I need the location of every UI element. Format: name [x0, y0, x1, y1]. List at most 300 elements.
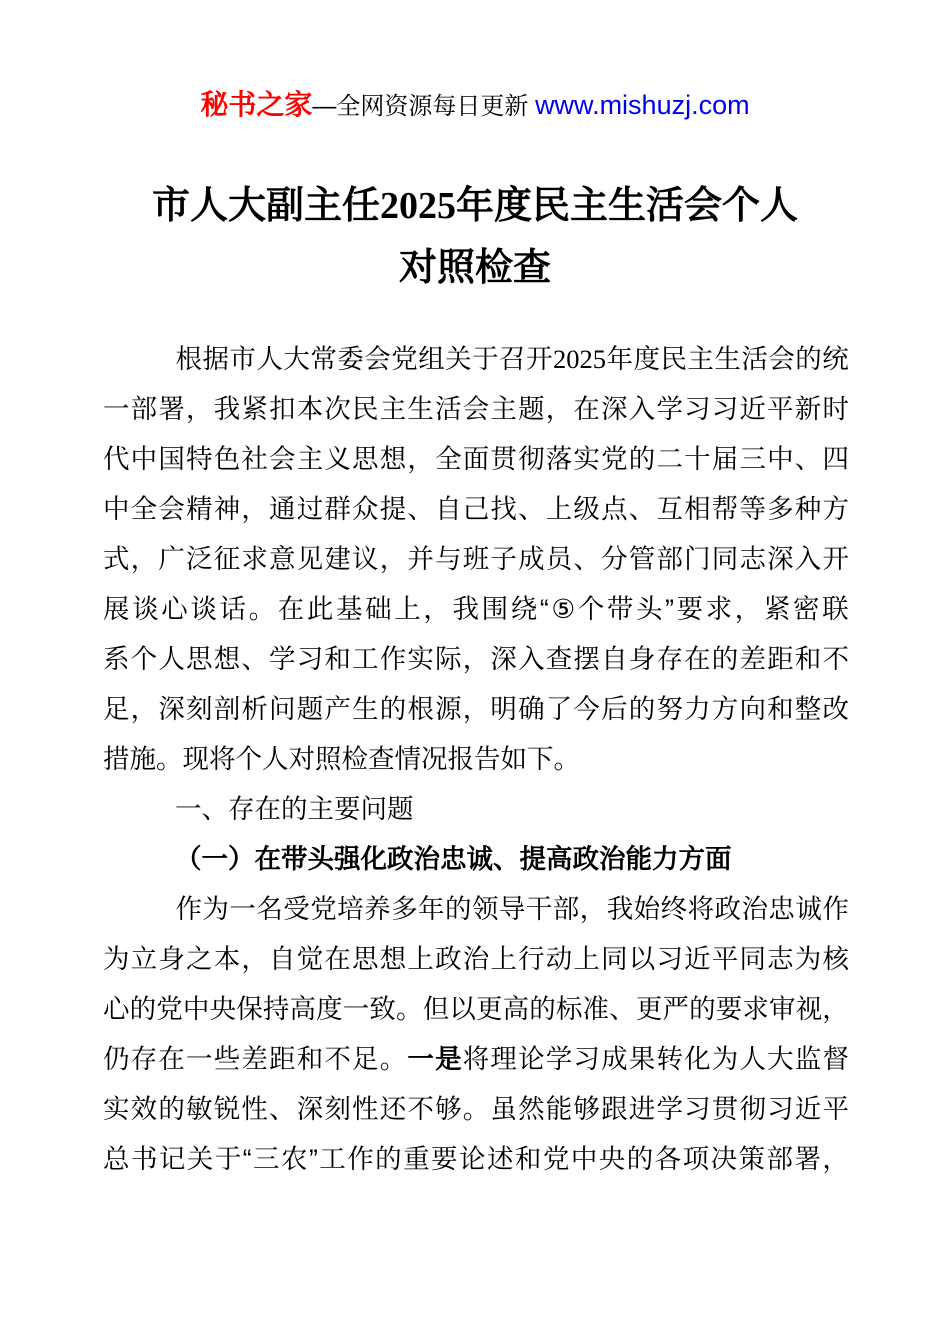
text-char: 的 — [379, 694, 407, 724]
text-char: 够 — [573, 1094, 600, 1124]
text-char: 以 — [628, 944, 656, 974]
text-char: 求 — [705, 594, 733, 624]
text-char: 虽 — [490, 1094, 517, 1124]
text-char: 的 — [628, 694, 656, 724]
text-char: 同 — [739, 944, 766, 974]
text-char: 找 — [490, 494, 517, 524]
text-char: 带 — [606, 594, 634, 624]
text-char: 、 — [269, 1094, 296, 1124]
text-char: 党 — [310, 894, 337, 924]
text-char: 种 — [794, 494, 822, 524]
text-char: 治 — [741, 894, 768, 924]
text-char: 习 — [711, 394, 739, 424]
text-char: 己 — [462, 494, 490, 524]
text-char: 决 — [710, 1144, 738, 1174]
text-char: 监 — [794, 1044, 822, 1074]
text-line — [103, 684, 849, 734]
text-char: 保 — [236, 994, 263, 1024]
text-segment: 一、存在的主要问题 — [175, 794, 414, 824]
text-char: 的 — [689, 994, 716, 1024]
text-char: 开 — [526, 344, 553, 374]
text-char: 作 — [347, 1144, 374, 1174]
text-char: 大 — [767, 1044, 794, 1074]
text-line — [103, 584, 849, 634]
text-char: 还 — [379, 1094, 407, 1124]
text-char: 国 — [158, 444, 185, 474]
text-char: 标 — [555, 994, 583, 1024]
document-title — [0, 175, 950, 299]
text-char: 深 — [767, 544, 794, 574]
text-char: 自 — [601, 644, 628, 674]
text-char: ， — [186, 394, 213, 424]
text-char: 作 — [379, 644, 407, 674]
text-line — [103, 534, 849, 584]
text-char: 开 — [822, 544, 849, 574]
text-char: 存 — [130, 1044, 158, 1074]
text-char: 深 — [158, 694, 185, 724]
text-char: 分 — [601, 544, 628, 574]
text-line — [103, 1134, 849, 1184]
text-line — [103, 984, 849, 1034]
text-char: 锐 — [213, 1094, 241, 1124]
text-char: 的 — [375, 1144, 402, 1174]
text-char: 向 — [739, 694, 766, 724]
text-char: 在 — [684, 644, 711, 674]
text-char: 的 — [626, 1144, 654, 1174]
text-char: 色 — [213, 444, 241, 474]
text-char: 人 — [158, 644, 185, 674]
text-char: 自 — [435, 494, 462, 524]
text-char: 多 — [391, 894, 418, 924]
text-char: 跟 — [601, 1094, 628, 1124]
text-char: 央 — [598, 1144, 626, 1174]
text-char: 高 — [289, 994, 316, 1024]
text-char: 学 — [656, 394, 683, 424]
text-char: 、 — [518, 494, 545, 524]
text-char: 度 — [316, 994, 343, 1024]
text-char: 治 — [462, 944, 490, 974]
text-char: 产 — [324, 694, 351, 724]
text-char: 中 — [182, 994, 210, 1024]
text-char: 贯 — [711, 1094, 739, 1124]
text-char: 过 — [296, 494, 324, 524]
text-char: 主 — [296, 444, 324, 474]
text-char: 新 — [794, 394, 822, 424]
text-char: 的 — [129, 994, 157, 1024]
text-char: 工 — [352, 644, 379, 674]
text-char: 扣 — [269, 394, 296, 424]
text-char: 和 — [794, 644, 822, 674]
text-char: 会 — [364, 344, 391, 374]
text-char: 部 — [766, 1144, 793, 1174]
text-char: 帮 — [711, 494, 739, 524]
text-char: 一 — [342, 994, 370, 1024]
text-char: 以 — [449, 994, 476, 1024]
text-char: 诚 — [795, 894, 822, 924]
text-line — [103, 934, 849, 984]
text-char: 个 — [130, 644, 158, 674]
text-char: 准 — [582, 994, 610, 1024]
text-char: 管 — [628, 544, 656, 574]
text-char: 立 — [130, 944, 158, 974]
text-char: 根 — [407, 694, 434, 724]
text-line — [103, 484, 849, 534]
text-char: 同 — [601, 944, 628, 974]
text-char: 敏 — [186, 1094, 213, 1124]
document-body — [103, 334, 849, 1184]
text-char: 上 — [490, 944, 517, 974]
text-char: 精 — [186, 494, 213, 524]
text-char: 求 — [742, 994, 769, 1024]
text-char: 紧 — [763, 594, 791, 624]
text-char: 持 — [262, 994, 290, 1024]
text-char: 仍 — [103, 1044, 130, 1074]
text-char: 广 — [158, 544, 185, 574]
text-char: 论 — [518, 1044, 545, 1074]
text-char: 神 — [213, 494, 241, 524]
text-char: 民 — [660, 344, 687, 374]
text-char: 摆 — [573, 644, 600, 674]
text-segment: 2025 — [553, 344, 607, 374]
text-char: 生 — [714, 344, 741, 374]
text-line — [103, 734, 849, 784]
text-char: 人 — [739, 1044, 766, 1074]
text-char: 策 — [738, 1144, 766, 1174]
text-char: 党 — [601, 444, 628, 474]
text-char: 上 — [407, 944, 434, 974]
text-char: 中 — [103, 494, 130, 524]
text-char: 员 — [545, 544, 573, 574]
text-char: 存 — [656, 644, 683, 674]
text-char: 刻 — [324, 1094, 351, 1124]
text-char: 相 — [684, 494, 711, 524]
text-char: 觉 — [296, 944, 324, 974]
text-char: 终 — [660, 894, 688, 924]
text-char: 。 — [379, 1044, 407, 1074]
text-char: 民 — [352, 394, 379, 424]
text-char: 力 — [684, 694, 711, 724]
text-char: 我 — [213, 394, 241, 424]
text-char: ， — [822, 1144, 849, 1174]
text-char: 学 — [269, 644, 296, 674]
text-char: 式 — [103, 544, 130, 574]
text-char: 学 — [656, 1094, 683, 1124]
text-char: 本 — [296, 394, 324, 424]
text-char: 之 — [186, 944, 213, 974]
text-line — [103, 434, 849, 484]
text-char: 、 — [241, 644, 268, 674]
text-char: 谈 — [190, 594, 217, 624]
text-char: 彻 — [518, 444, 545, 474]
text-char: 会 — [768, 344, 795, 374]
site-url-link[interactable]: www.mishuzj.com — [535, 90, 750, 120]
text-char: 年 — [418, 894, 445, 924]
text-char: 的 — [529, 994, 556, 1024]
text-char: 些 — [213, 1044, 241, 1074]
text-char: 想 — [379, 444, 407, 474]
text-char: 生 — [352, 694, 379, 724]
text-char: 党 — [156, 994, 183, 1024]
text-char: 特 — [186, 444, 213, 474]
text-char: 部 — [552, 894, 580, 924]
text-char: 实 — [573, 444, 600, 474]
text-char: 理 — [490, 1044, 517, 1074]
text-char: 召 — [499, 344, 526, 374]
text-segment: 措施。现将个人对照检查情况报告如下。 — [103, 744, 580, 774]
text-char: 话 — [219, 594, 246, 624]
text-char: 组 — [418, 344, 445, 374]
text-char: 将 — [462, 1044, 490, 1074]
text-char: 求 — [241, 544, 268, 574]
text-char: 密 — [793, 594, 820, 624]
text-char: ， — [462, 694, 490, 724]
text-char: 领 — [471, 894, 499, 924]
text-char: 面 — [462, 444, 490, 474]
text-char: 不 — [822, 644, 849, 674]
text-char: 差 — [241, 1044, 268, 1074]
text-char: 够 — [435, 1094, 462, 1124]
text-char: 的 — [628, 444, 656, 474]
text-char: 头 — [635, 594, 663, 624]
text-char: “ — [242, 1144, 252, 1174]
text-char: 主 — [687, 344, 714, 374]
text-char: 成 — [601, 1044, 628, 1074]
text-char: ” — [308, 1144, 318, 1174]
text-char: 关 — [186, 1144, 214, 1174]
text-line — [103, 1084, 849, 1134]
text-char: 工 — [319, 1144, 346, 1174]
text-char: 此 — [306, 594, 334, 624]
text-char: 的 — [444, 894, 472, 924]
text-char: 干 — [525, 894, 553, 924]
text-char: 部 — [656, 544, 683, 574]
text-char: 全 — [435, 444, 462, 474]
text-char: 为 — [794, 944, 822, 974]
text-char: 委 — [337, 344, 364, 374]
text-char: 方 — [822, 494, 849, 524]
text-char: 思 — [352, 944, 379, 974]
text-char: 建 — [324, 544, 351, 574]
text-char: 志 — [739, 544, 766, 574]
text-char: 等 — [739, 494, 766, 524]
text-char: 会 — [158, 494, 185, 524]
text-char: 上 — [394, 594, 421, 624]
text-char: 于 — [472, 344, 499, 374]
text-char: 一 — [103, 394, 130, 424]
text-char: 议 — [352, 544, 379, 574]
text-char: 年 — [606, 344, 633, 374]
text-char: ， — [130, 544, 158, 574]
text-char: ， — [822, 994, 849, 1024]
text-char: 书 — [130, 1144, 158, 1174]
text-char: 习 — [684, 394, 711, 424]
text-char: 入 — [628, 394, 656, 424]
site-tagline: —全网资源每日更新 — [312, 93, 536, 120]
text-line — [103, 334, 849, 384]
text-char: 想 — [213, 644, 241, 674]
text-char: 政 — [435, 944, 462, 974]
text-char: 的 — [795, 344, 822, 374]
text-char: 活 — [435, 394, 462, 424]
text-char: 题 — [518, 394, 545, 424]
text-char: 主 — [379, 394, 407, 424]
text-char: 作 — [175, 894, 202, 924]
text-char: 培 — [337, 894, 364, 924]
text-char: 部 — [130, 394, 158, 424]
text-char: 在 — [324, 944, 351, 974]
text-char: 足 — [103, 694, 130, 724]
text-char: 基 — [336, 594, 363, 624]
text-char: 、 — [794, 444, 822, 474]
text-char: 政 — [714, 894, 742, 924]
text-char: 差 — [739, 644, 766, 674]
text-char: 系 — [103, 644, 130, 674]
text-char: 近 — [739, 394, 766, 424]
text-char: 见 — [296, 544, 324, 574]
text-char: 总 — [103, 1144, 130, 1174]
text-char: ， — [462, 644, 490, 674]
text-char: 围 — [481, 594, 509, 624]
text-char: 将 — [687, 894, 715, 924]
text-char: 整 — [794, 694, 822, 724]
text-char: 想 — [379, 944, 407, 974]
text-char: 活 — [741, 344, 768, 374]
text-char: 在 — [573, 394, 600, 424]
text-char: 人 — [256, 344, 283, 374]
text-char: ， — [241, 944, 268, 974]
text-char: 署 — [794, 1144, 821, 1174]
text-char: 统 — [822, 344, 849, 374]
text-char: 署 — [158, 394, 185, 424]
text-char: 刻 — [186, 694, 213, 724]
text-char: 然 — [518, 1094, 545, 1124]
text-char: 忠 — [768, 894, 795, 924]
text-char: 深 — [490, 644, 517, 674]
text-char: 级 — [573, 494, 600, 524]
text-char: 谈 — [132, 594, 159, 624]
text-char: 自 — [269, 944, 296, 974]
text-char: 心 — [161, 594, 188, 624]
text-char: 十 — [684, 444, 711, 474]
text-char: 本 — [213, 944, 241, 974]
text-char: 和 — [296, 1044, 324, 1074]
text-char: 群 — [324, 494, 351, 524]
text-char: 与 — [435, 544, 462, 574]
text-char: 审 — [769, 994, 796, 1024]
text-char: 要 — [715, 994, 743, 1024]
text-char: 效 — [130, 1094, 158, 1124]
text-char: ， — [734, 594, 762, 624]
text-char: 学 — [545, 1044, 573, 1074]
title-segment: 年度民主生活会个人 — [456, 185, 799, 227]
text-char: 门 — [684, 544, 711, 574]
text-char: 我 — [452, 594, 479, 624]
text-char: ⑤ — [551, 594, 576, 624]
text-char: 中 — [570, 1144, 598, 1174]
text-char: 后 — [601, 694, 628, 724]
text-char: 会 — [462, 394, 490, 424]
text-char: 今 — [573, 694, 600, 724]
text-char: 党 — [542, 1144, 570, 1174]
text-char: 题 — [296, 694, 324, 724]
text-char: 近 — [684, 944, 711, 974]
text-char: 实 — [407, 644, 434, 674]
text-char: 改 — [822, 694, 849, 724]
text-char: 思 — [186, 644, 213, 674]
text-char: 常 — [310, 344, 337, 374]
text-line — [103, 634, 849, 684]
text-char: 彻 — [739, 1094, 766, 1124]
text-char: ， — [545, 394, 573, 424]
text-char: 中 — [767, 444, 794, 474]
text-char: 行 — [518, 944, 545, 974]
text-char: 习 — [656, 944, 683, 974]
text-char: 众 — [352, 494, 379, 524]
text-line — [103, 884, 849, 934]
text-char: 距 — [767, 644, 794, 674]
text-char: 绕 — [510, 594, 538, 624]
text-char: 志 — [767, 944, 794, 974]
text-char: ， — [579, 894, 607, 924]
text-char: 二 — [656, 444, 683, 474]
text-char: 重 — [403, 1144, 430, 1174]
text-char: 关 — [445, 344, 472, 374]
text-char: ” — [665, 594, 674, 624]
text-char: 平 — [711, 944, 739, 974]
text-char: 督 — [822, 1044, 849, 1074]
text-char: 主 — [490, 394, 517, 424]
text-char: 的 — [711, 644, 739, 674]
title-line — [0, 175, 950, 237]
text-char: 足 — [352, 1044, 379, 1074]
text-char: 养 — [364, 894, 391, 924]
text-char: 近 — [794, 1094, 822, 1124]
text-char: 导 — [498, 894, 526, 924]
text-char: 查 — [545, 644, 573, 674]
text-char: 班 — [462, 544, 490, 574]
text-char: 身 — [158, 944, 185, 974]
text-char: 会 — [269, 444, 296, 474]
text-char: 了 — [545, 694, 573, 724]
text-line — [103, 384, 849, 434]
text-char: 贯 — [490, 444, 517, 474]
text-char: 习 — [684, 1094, 711, 1124]
text-char: 市 — [229, 344, 256, 374]
site-brand: 秘书之家 — [200, 89, 313, 120]
text-char: 际 — [435, 644, 462, 674]
text-char: 党 — [391, 344, 418, 374]
text-char: 上 — [573, 944, 600, 974]
text-char: 各 — [654, 1144, 682, 1174]
text-char: 中 — [130, 444, 158, 474]
text-char: 、 — [573, 544, 600, 574]
text-char: 三 — [739, 444, 766, 474]
text-char: 的 — [158, 1094, 185, 1124]
text-segment: （一）在带头强化政治忠诚、提高政治能力方面 — [175, 844, 732, 874]
text-char: 成 — [518, 544, 545, 574]
text-char: 更 — [635, 994, 663, 1024]
title-segment: 市人大副主任 — [151, 185, 380, 227]
text-char: 不 — [324, 1044, 351, 1074]
text-char: 一 — [407, 1044, 434, 1074]
text-char: 实 — [103, 1094, 130, 1124]
text-char: 要 — [431, 1144, 458, 1174]
text-char: ， — [130, 694, 158, 724]
text-char: 化 — [684, 1044, 711, 1074]
text-char: 度 — [633, 344, 660, 374]
text-char: 深 — [601, 394, 628, 424]
site-header — [0, 88, 950, 127]
